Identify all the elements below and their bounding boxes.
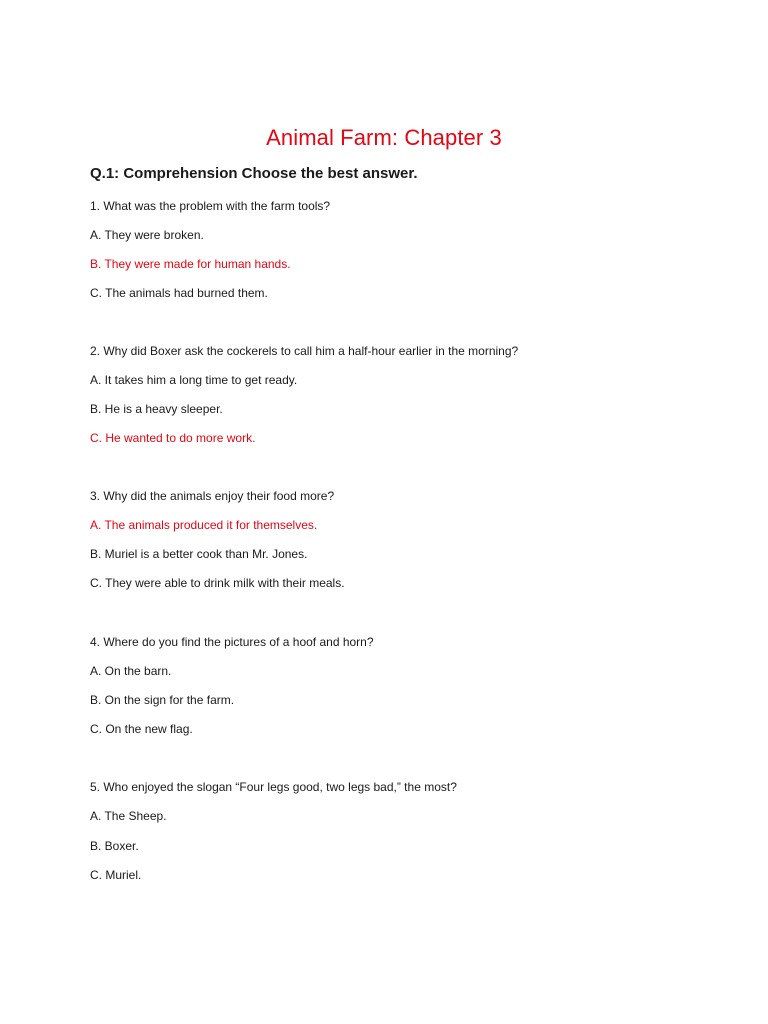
answer-option: C. On the new flag. [90,722,193,736]
question-prompt: 4. Where do you find the pictures of a hoof and horn? [90,635,374,649]
section-heading: Q.1: Comprehension Choose the best answer. [90,165,418,182]
answer-option: A. It takes him a long time to get ready. [90,373,298,387]
page-title: Animal Farm: Chapter 3 [266,125,502,150]
question-prompt: 5. Who enjoyed the slogan “Four legs good, two legs bad,” the most? [90,780,457,794]
answer-option: A. The Sheep. [90,809,167,823]
question-prompt: 1. What was the problem with the farm tools? [90,199,331,213]
answer-option: C. The animals had burned them. [90,286,268,300]
answer-option-correct: A. The animals produced it for themselves. [90,518,318,532]
answer-option: C. They were able to drink milk with their meals. [90,576,345,590]
answer-option: B. He is a heavy sleeper. [90,402,223,416]
answer-option: C. Muriel. [90,868,142,882]
answer-option: A. They were broken. [90,228,204,242]
question-prompt: 2. Why did Boxer ask the cockerels to call him a half-hour earlier in the morning? [90,344,519,358]
answer-option: B. Boxer. [90,839,139,853]
answer-option-correct: C. He wanted to do more work. [90,431,256,445]
question-prompt: 3. Why did the animals enjoy their food more? [90,489,335,503]
answer-option: A. On the barn. [90,664,172,678]
answer-option-correct: B. They were made for human hands. [90,257,291,271]
answer-option: B. Muriel is a better cook than Mr. Jones. [90,547,308,561]
answer-option: B. On the sign for the farm. [90,693,235,707]
